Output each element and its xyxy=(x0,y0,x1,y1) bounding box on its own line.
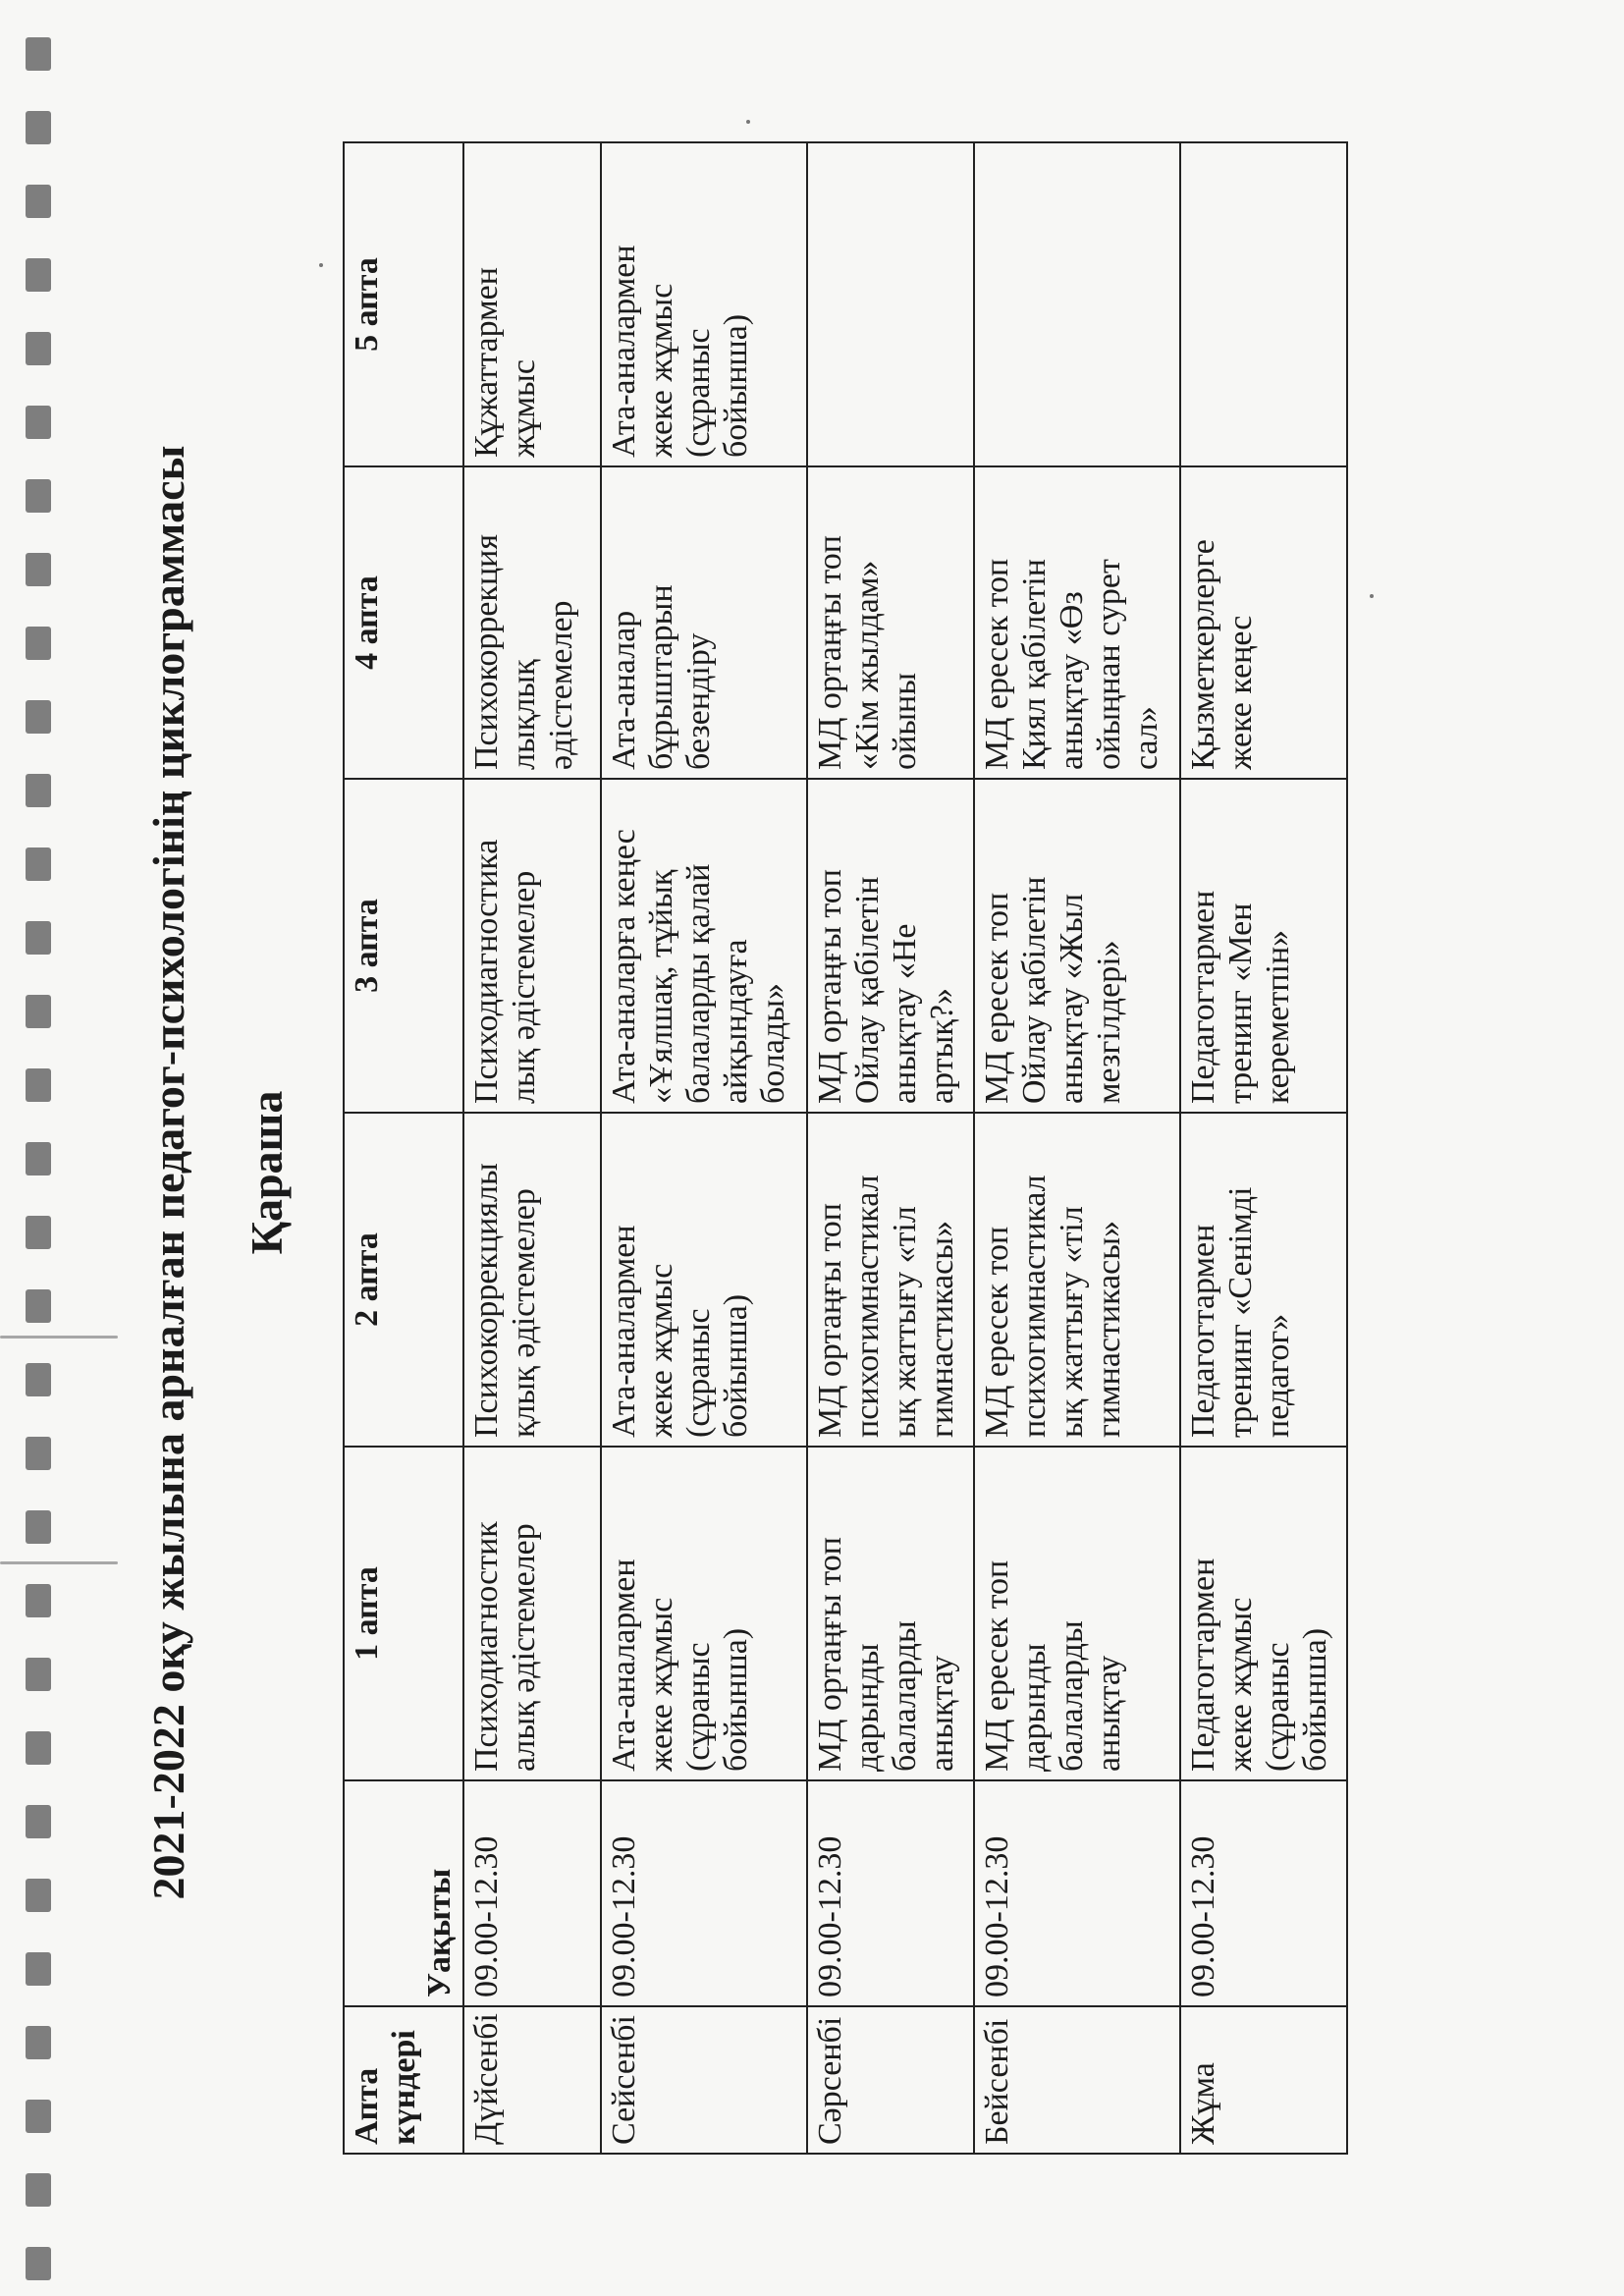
punch-hole xyxy=(26,1658,51,1691)
row-cell-week-2: МД ортаңғы топ психогимнастикал ық жаттығу «тіл гимнастикасы» xyxy=(807,1113,974,1447)
row-cell-week-3: МД ересек топ Ойлау қабілетін анықтау «Жыл мезгілдері» xyxy=(974,779,1180,1113)
row-cell-week-5: Құжаттармен жұмыс xyxy=(463,142,601,466)
row-cell-week-2: Педагогтармен тренинг «Сенімді педагог» xyxy=(1180,1113,1347,1447)
row-cell-week-4: МД ортаңғы топ «Кім жылдам» ойыны xyxy=(807,466,974,779)
table-row xyxy=(807,142,974,2154)
binder-thread xyxy=(0,1561,118,1564)
row-cell-week-1: МД ересек топ дарынды балаларды анықтау xyxy=(974,1447,1180,1780)
row-cell-week-1: Психодиагностик алық әдістемелер xyxy=(463,1447,601,1780)
punch-hole xyxy=(26,1142,51,1175)
row-cell-week-2: Психокоррекциялы қлық әдістемелер xyxy=(463,1113,601,1447)
header-day: Апта күндері xyxy=(344,2006,463,2154)
punch-hole xyxy=(26,37,51,71)
row-cell-week-5 xyxy=(807,142,974,466)
punch-hole xyxy=(26,921,51,955)
row-cell-week-3: Педагогтармен тренинг «Мен кереметпін» xyxy=(1180,779,1347,1113)
punch-hole xyxy=(26,1952,51,1986)
binder-punch-holes xyxy=(0,0,79,2296)
binder-thread xyxy=(0,1336,118,1339)
scan-speck xyxy=(746,120,750,124)
row-day: Жұма xyxy=(1180,2006,1347,2154)
punch-hole xyxy=(26,553,51,586)
punch-hole xyxy=(26,1731,51,1765)
punch-hole xyxy=(26,995,51,1028)
punch-hole xyxy=(26,1216,51,1249)
punch-hole xyxy=(26,627,51,660)
punch-hole xyxy=(26,1510,51,1544)
table-header-row xyxy=(344,142,463,2154)
table-row xyxy=(601,142,807,2154)
punch-hole xyxy=(26,1584,51,1617)
punch-hole xyxy=(26,700,51,734)
punch-hole xyxy=(26,774,51,807)
punch-hole xyxy=(26,479,51,513)
punch-hole xyxy=(26,185,51,218)
row-cell-week-1: Педагогтармен жеке жұмыс (сұраныс бойынша) xyxy=(1180,1447,1347,1780)
header-week-4: 4 апта xyxy=(344,466,463,779)
punch-hole xyxy=(26,406,51,439)
row-time: 09.00-12.30 xyxy=(807,1780,974,2006)
table-row xyxy=(974,142,1180,2154)
month-heading: Қараша xyxy=(242,1090,292,1255)
row-cell-week-3: Ата-аналарға кеңес «Ұялшақ, тұйық балаларды қалай айқындауға болады» xyxy=(601,779,807,1113)
row-time: 09.00-12.30 xyxy=(974,1780,1180,2006)
row-time: 09.00-12.30 xyxy=(601,1780,807,2006)
punch-hole xyxy=(26,1289,51,1323)
row-cell-week-4: Қызметкерлерге жеке кеңес xyxy=(1180,466,1347,779)
punch-hole xyxy=(26,1068,51,1102)
row-time: 09.00-12.30 xyxy=(463,1780,601,2006)
row-cell-week-1: Ата-аналармен жеке жұмыс (сұраныс бойынша) xyxy=(601,1447,807,1780)
punch-hole xyxy=(26,1805,51,1838)
row-day: Сейсенбі xyxy=(601,2006,807,2154)
punch-hole xyxy=(26,2026,51,2059)
row-cell-week-1: МД ортаңғы топ дарынды балаларды анықтау xyxy=(807,1447,974,1780)
document-title: 2021-2022 оқу жылына арналған педагог-психологінің циклограммасы xyxy=(143,445,193,1900)
header-week-3: 3 апта xyxy=(344,779,463,1113)
punch-hole xyxy=(26,258,51,292)
row-cell-week-2: МД ересек топ психогимнастикал ық жаттығу «тіл гимнастикасы» xyxy=(974,1113,1180,1447)
header-week-1: 1 апта xyxy=(344,1447,463,1780)
row-cell-week-5 xyxy=(1180,142,1347,466)
row-day: Бейсенбі xyxy=(974,2006,1180,2154)
row-cell-week-2: Ата-аналармен жеке жұмыс (сұраныс бойынша) xyxy=(601,1113,807,1447)
punch-hole xyxy=(26,2100,51,2133)
row-cell-week-4: Ата-аналар бұрыштарын безендіру xyxy=(601,466,807,779)
row-cell-week-4: МД ересек топ Қиял қабілетін анықтау «Өз ойыңнан сурет сал» xyxy=(974,466,1180,779)
punch-hole xyxy=(26,111,51,144)
row-time: 09.00-12.30 xyxy=(1180,1780,1347,2006)
row-cell-week-3: Психодиагностика лық әдістемелер xyxy=(463,779,601,1113)
punch-hole xyxy=(26,847,51,881)
punch-hole xyxy=(26,1363,51,1396)
table-row xyxy=(1180,142,1347,2154)
header-week-2: 2 апта xyxy=(344,1113,463,1447)
row-cell-week-3: МД ортаңғы топ Ойлау қабілетін анықтау «Не артық?» xyxy=(807,779,974,1113)
row-cell-week-5 xyxy=(974,142,1180,466)
punch-hole xyxy=(26,2247,51,2280)
punch-hole xyxy=(26,1879,51,1912)
punch-hole xyxy=(26,332,51,365)
punch-hole xyxy=(26,2173,51,2207)
row-cell-week-4: Психокоррекция лықлық әдістемелер xyxy=(463,466,601,779)
header-time: Уақыты xyxy=(344,1780,463,2006)
cyclogram-table xyxy=(343,141,1348,2155)
row-day: Сәрсенбі xyxy=(807,2006,974,2154)
row-day: Дүйсенбі xyxy=(463,2006,601,2154)
row-cell-week-5: Ата-аналармен жеке жұмыс (сұраныс бойынша) xyxy=(601,142,807,466)
table-row xyxy=(463,142,601,2154)
rotated-document-page xyxy=(135,151,1460,2194)
punch-hole xyxy=(26,1437,51,1470)
header-week-5: 5 апта xyxy=(344,142,463,466)
